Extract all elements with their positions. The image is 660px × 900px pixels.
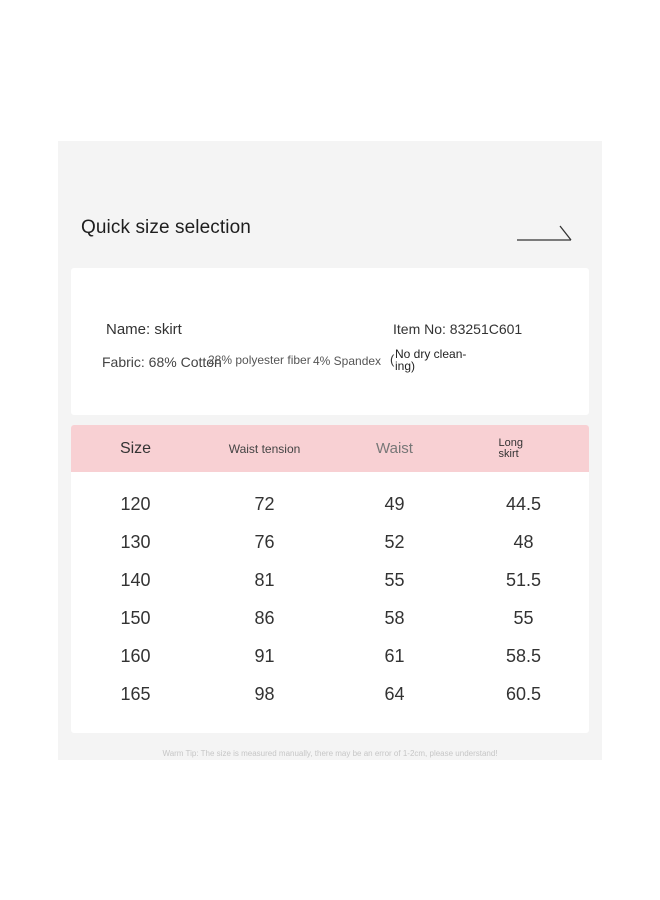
table-cell: 58	[384, 608, 405, 628]
table-cell: 140	[120, 570, 151, 590]
table-cell: 81	[254, 570, 275, 590]
care-note: No dry clean-ing)	[395, 347, 467, 373]
table-cell: 160	[120, 646, 151, 666]
table-cell: 130	[120, 532, 151, 552]
table-cell: 120	[120, 494, 151, 514]
item-number: Item No: 83251C601	[393, 321, 523, 337]
table-cell: 61	[384, 646, 405, 666]
table-row	[71, 523, 589, 561]
table-row	[71, 561, 589, 599]
table-row	[71, 675, 589, 713]
table-cell: 55	[513, 608, 534, 628]
header-waist	[330, 425, 459, 472]
table-row	[71, 485, 589, 523]
table-header-row	[71, 425, 589, 472]
table-cell: 55	[384, 570, 405, 590]
arrow-right-icon[interactable]	[516, 223, 574, 243]
header-waist-label: Waist	[376, 440, 413, 457]
table-cell: 165	[120, 684, 151, 704]
table-cell: 91	[254, 646, 275, 666]
table-row	[71, 599, 589, 637]
care-paren: (	[390, 352, 395, 367]
table-cell: 86	[254, 608, 275, 628]
table-cell: 52	[384, 532, 405, 552]
table-cell: 58.5	[505, 646, 542, 666]
table-cell: 49	[384, 494, 405, 514]
table-cell: 44.5	[505, 494, 542, 514]
fabric-polyester: 28% polyester fiber	[208, 353, 311, 367]
table-cell: 150	[120, 608, 151, 628]
header-waist-tension-label: Waist tension	[228, 441, 301, 456]
fabric-spandex: 4% Spandex	[313, 354, 382, 368]
table-cell: 76	[254, 532, 275, 552]
table-cell: 64	[384, 684, 405, 704]
warm-tip: Warm Tip: The size is measured manually, there may be an error of 1-2cm, please understand!	[162, 749, 498, 758]
header-long-skirt	[459, 425, 588, 472]
table-body	[71, 485, 589, 713]
table-row	[71, 637, 589, 675]
fabric-cotton: Fabric: 68% Cotton	[102, 354, 222, 370]
table-cell: 60.5	[505, 684, 542, 704]
header-waist-tension	[200, 425, 329, 472]
header-long-skirt-label: Long skirt	[498, 436, 523, 460]
product-name: Name: skirt	[106, 321, 182, 338]
size-panel	[58, 141, 602, 760]
page-title: Quick size selection	[81, 217, 251, 238]
size-table	[71, 425, 589, 733]
table-cell: 48	[513, 532, 534, 552]
header-size	[71, 425, 200, 472]
table-cell: 72	[254, 494, 275, 514]
header-size-label: Size	[119, 439, 152, 457]
table-cell: 98	[254, 684, 275, 704]
table-cell: 51.5	[505, 570, 542, 590]
product-info-card	[71, 268, 589, 415]
